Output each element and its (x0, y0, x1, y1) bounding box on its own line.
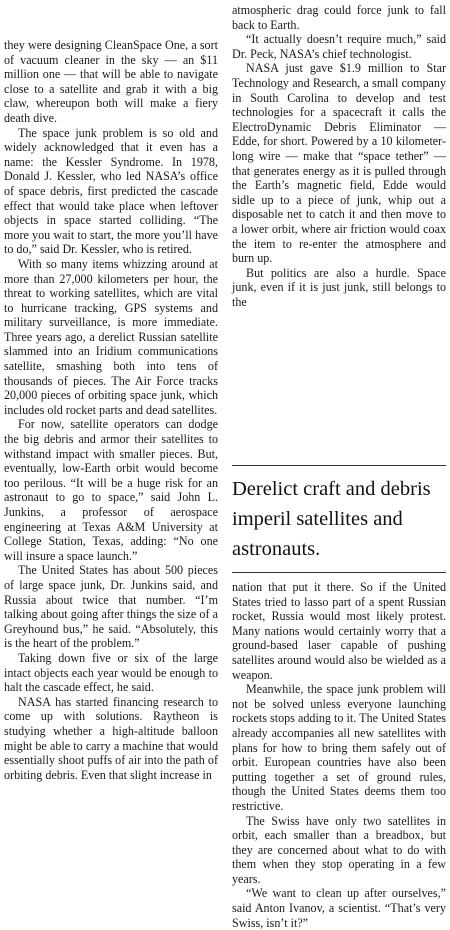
paragraph: “It actually doesn’t require much,” said Dr. Peck, NASA’s chief technologist. (232, 32, 446, 61)
paragraph: The Swiss have only two satellites in orbit, each smaller than a breadbox, but they are concerned about what to do with them when they stop operating in a few years. (232, 813, 446, 886)
article-column-right-top (232, 3, 446, 309)
article-column-right-bottom (232, 580, 446, 930)
paragraph: With so many items whizzing around at more than 27,000 kilometers per hour, the threat to working satellites, which are vital to hurricane tracking, GPS systems and military surveillance, is more immediate. Three years ago, a derelict Russian satellite slammed into an Iridium communications satellite, smashing both into tens of thousands of pieces. The Air Force tracks 20,000 pieces of orbiting space junk, which includes old rocket parts and dead satellites. (4, 256, 218, 417)
paragraph: they were designing CleanSpace One, a sort of vacuum cleaner in the sky — an $11 million one — that will be able to navigate close to a satellite and grab it with a big claw, whereupon both will make a fiery death dive. (4, 38, 218, 125)
paragraph: For now, satellite operators can dodge the big debris and armor their satellites to withstand impact with smaller pieces. But, eventually, low-Earth orbit would become too perilous. “It will be a huge risk for an astronaut to go to space,” said John L. Junkins, a professor of aerospace engineering at Texas A&M University at College Station, Texas, adding: “No one will insure a space launch.” (4, 417, 218, 563)
paragraph: NASA just gave $1.9 million to Star Technology and Research, a small company in South Carolina to develop and test technologies for a spacecraft it calls the ElectroDynamic Debris Eliminator — Edde, for short. Powered by a 10 kilometer-long wire — make that “space tether” — that generates energy as it is pulled through the Earth’s magnetic field, Edde would sidle up to a piece of junk, whip out a disposable net to catch it and then move to a lower orbit, where air friction would coax the item to re-enter the atmosphere and burn up. (232, 61, 446, 266)
paragraph: But politics are also a hurdle. Space junk, even if it is just junk, still belongs to the (232, 265, 446, 309)
paragraph: nation that put it there. So if the United States tried to lasso part of a spent Russian rocket, Russia would most likely protest. Many nations would certainly worry that a ground-based laser capable of pushing satellites around would also be wielded as a weapon. (232, 580, 446, 682)
paragraph: atmospheric drag could force junk to fall back to Earth. (232, 3, 446, 32)
pull-quote: Derelict craft and debris imperil satellites and astronauts. (232, 465, 446, 573)
paragraph: Meanwhile, the space junk problem will not be solved unless everyone launching rockets stops adding to it. The United States already accompanies all new satellites with plans for how to bring them safely out of orbit. European countries have also been putting together a set of ground rules, though the United States deems them too restrictive. (232, 682, 446, 813)
paragraph: “We want to clean up after ourselves,” said Anton Ivanov, a scientist. “That’s very Swiss, isn’t it?” (232, 886, 446, 930)
paragraph: Taking down five or six of the large intact objects each year would be enough to halt the cascade effect, he said. (4, 650, 218, 695)
paragraph: The United States has about 500 pieces of large space junk, Dr. Junkins said, and Russia about twice that number. “I’m talking about going after things the size of a Greyhound bus,” he said. “Absolutely, this is the heart of the problem.” (4, 563, 218, 651)
paragraph: The space junk problem is so old and widely acknowledged that it even has a name: the Kessler Syndrome. In 1978, Donald J. Kessler, who led NASA’s office of space debris, first predicted the cascade effect that would take place when leftover objects in space started colliding. “The more you wait to start, the more you’ll have to do,” said Dr. Kessler, who is retired. (4, 125, 218, 257)
article-column-left (4, 38, 218, 782)
paragraph: NASA has started financing research to come up with solutions. Raytheon is studying whether a high-altitude balloon might be able to carry a machine that would essentially shoot puffs of air into the path of orbiting debris. Even that slight increase in (4, 694, 218, 782)
